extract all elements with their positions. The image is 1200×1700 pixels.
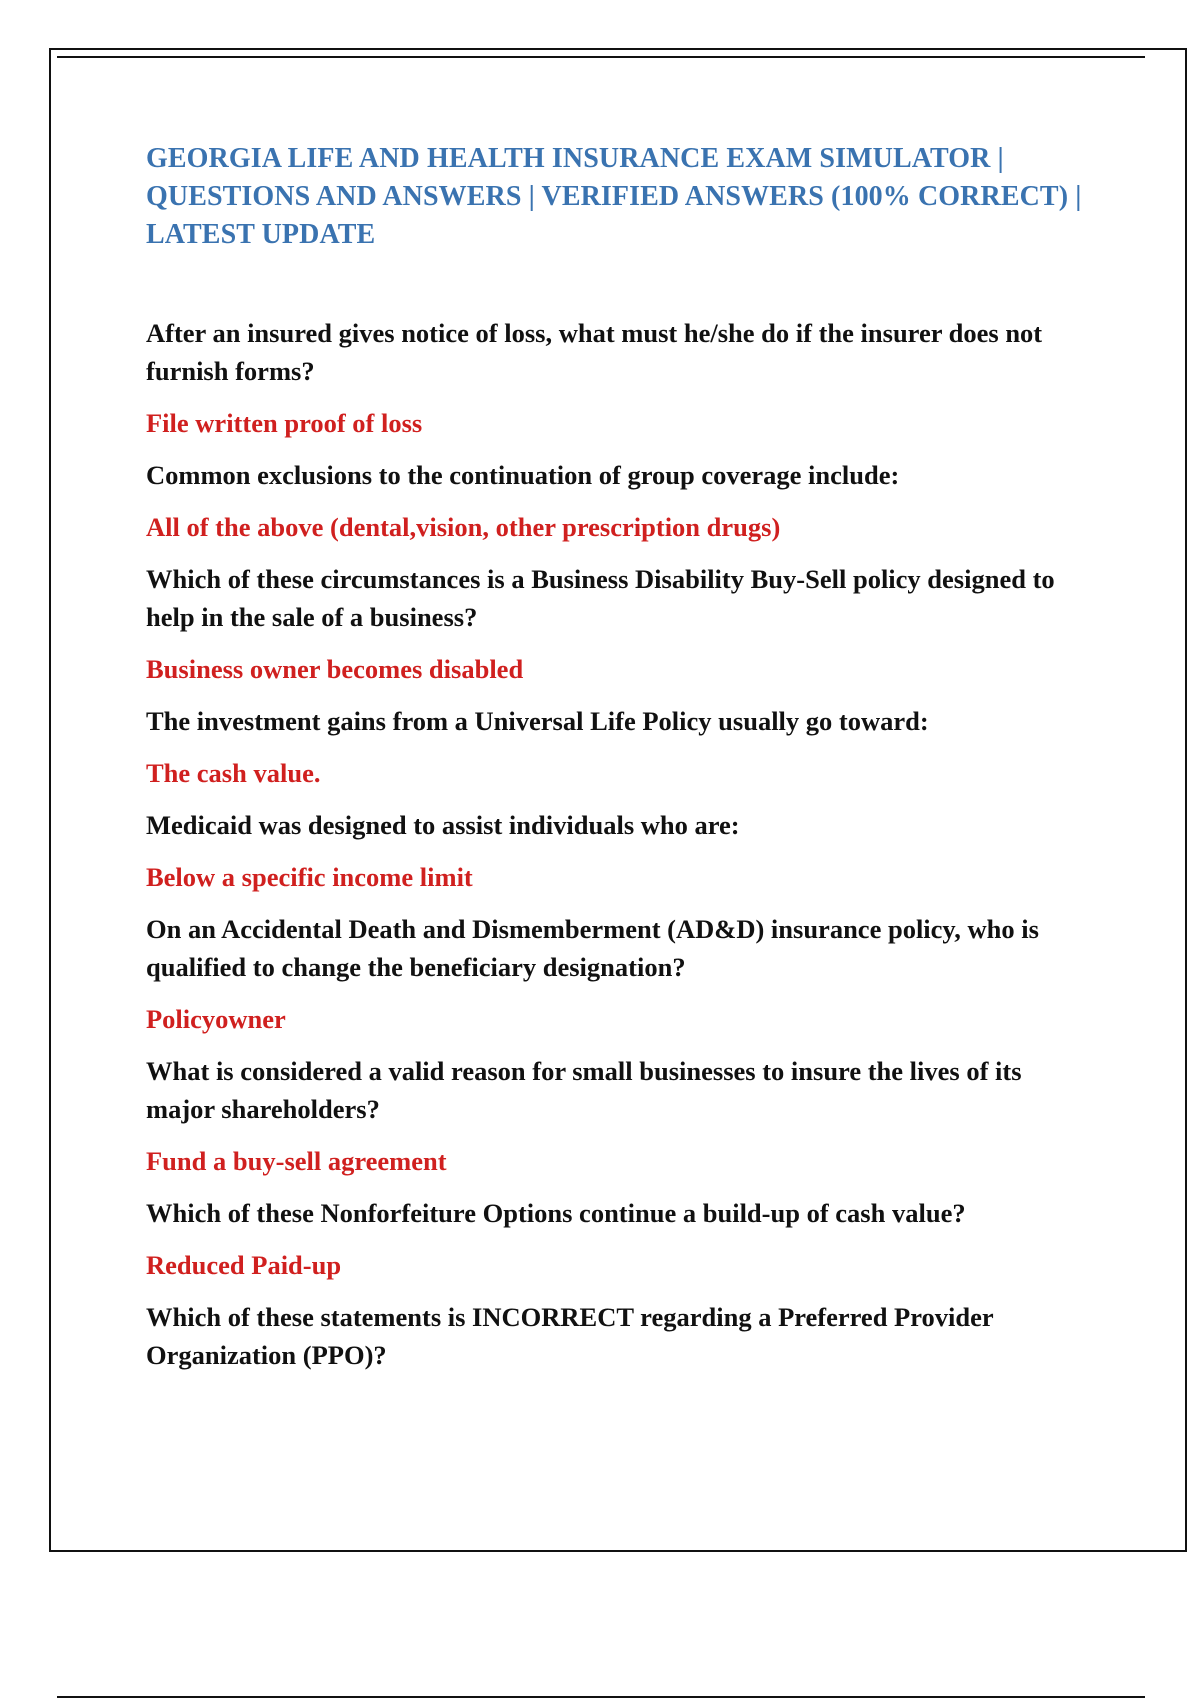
answer-text: Below a specific income limit [146,862,473,892]
question-text: Medicaid was designed to assist individuals who are: [146,810,740,840]
question-text: After an insured gives notice of loss, what must he/she do if the insurer does not furnish forms? [146,318,1043,386]
document-content [146,140,1096,1388]
answer-text: The cash value. [146,758,321,788]
top-rule-divider [57,56,1145,58]
answer-text: Policyowner [146,1004,286,1034]
answer-text: All of the above (dental,vision, other prescription drugs) [146,512,781,542]
question-text: The investment gains from a Universal Life Policy usually go toward: [146,706,929,736]
document-title: GEORGIA LIFE AND HEALTH INSURANCE EXAM SIMULATOR | QUESTIONS AND ANSWERS | VERIFIED ANSWERS (100% CORRECT) | LATEST UPDATE [146,143,1082,250]
answer-text: File written proof of loss [146,408,423,438]
bottom-rule-divider [57,1696,1145,1698]
question-text: Which of these Nonforfeiture Options continue a build-up of cash value? [146,1198,966,1228]
answer-text: Reduced Paid-up [146,1250,342,1280]
qa-list [146,314,1096,1374]
answer-text: Business owner becomes disabled [146,654,524,684]
question-text: Which of these circumstances is a Business Disability Buy-Sell policy designed to help in the sale of a business? [146,564,1055,632]
answer-text: Fund a buy-sell agreement [146,1146,447,1176]
question-text: Which of these statements is INCORRECT regarding a Preferred Provider Organization (PPO)? [146,1302,994,1370]
question-text: What is considered a valid reason for small businesses to insure the lives of its major shareholders? [146,1056,1022,1124]
question-text: Common exclusions to the continuation of group coverage include: [146,460,900,490]
question-text: On an Accidental Death and Dismemberment (AD&D) insurance policy, who is qualified to change the beneficiary designation? [146,914,1039,982]
